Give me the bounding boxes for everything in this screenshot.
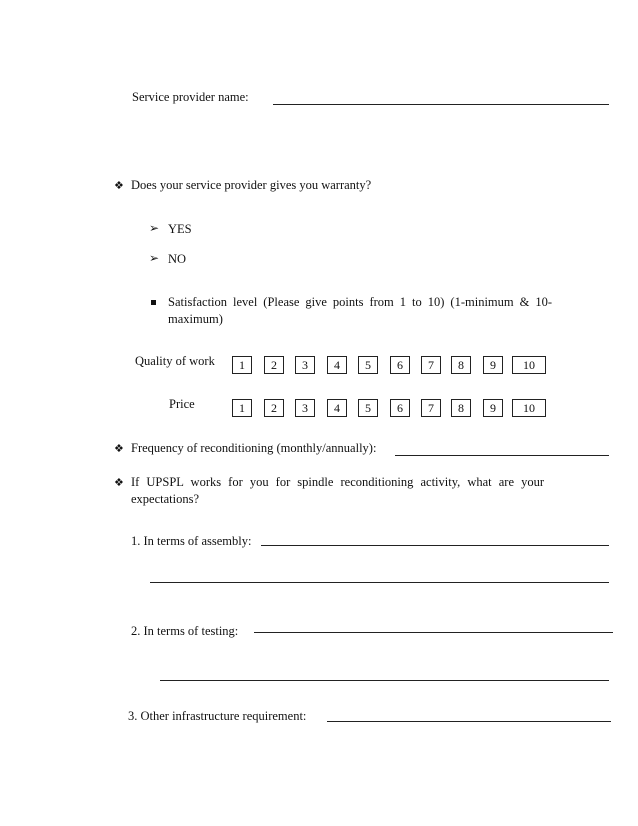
rating-box[interactable]: 5 — [358, 399, 378, 417]
rating-box[interactable]: 3 — [295, 356, 315, 374]
diamond-bullet-icon: ❖ — [114, 476, 124, 489]
expectation-assembly-label: 1. In terms of assembly: — [131, 534, 252, 548]
rating-box[interactable]: 6 — [390, 399, 410, 417]
rating-box[interactable]: 8 — [451, 399, 471, 417]
expectations-question-line2: expectations? — [131, 492, 200, 506]
service-provider-label: Service provider name: — [132, 90, 249, 104]
satisfaction-prompt-line2: maximum) — [168, 312, 223, 326]
rating-box[interactable]: 10 — [512, 356, 546, 374]
rating-label-price: Price — [169, 397, 195, 411]
expectation-testing-label: 2. In terms of testing: — [131, 624, 239, 638]
rating-box[interactable]: 2 — [264, 356, 284, 374]
expectation-infrastructure-label: 3. Other infrastructure requirement: — [128, 709, 307, 723]
rating-box[interactable]: 7 — [421, 399, 441, 417]
satisfaction-prompt-line1: Satisfaction level (Please give points from 1 to 10) (1-minimum & 10- — [168, 295, 552, 309]
expectations-question — [131, 474, 544, 508]
frequency-question: Frequency of reconditioning (monthly/annually): — [131, 441, 377, 455]
rating-box[interactable]: 6 — [390, 356, 410, 374]
rating-box[interactable]: 2 — [264, 399, 284, 417]
rating-box[interactable]: 1 — [232, 356, 252, 374]
rating-box[interactable]: 8 — [451, 356, 471, 374]
diamond-bullet-icon: ❖ — [114, 179, 124, 192]
square-bullet-icon — [151, 300, 156, 305]
testing-input-line-2[interactable] — [160, 680, 609, 681]
rating-box[interactable]: 10 — [512, 399, 546, 417]
rating-label-quality: Quality of work — [135, 354, 215, 368]
frequency-input-line[interactable] — [395, 455, 609, 456]
arrow-bullet-icon: ➢ — [149, 251, 160, 265]
rating-box[interactable]: 9 — [483, 399, 503, 417]
infrastructure-input-line[interactable] — [327, 721, 611, 722]
assembly-input-line-2[interactable] — [150, 582, 609, 583]
satisfaction-prompt — [168, 294, 552, 328]
testing-input-line-1[interactable] — [254, 632, 613, 633]
rating-box[interactable]: 1 — [232, 399, 252, 417]
expectations-question-line1: If UPSPL works for you for spindle reconditioning activity, what are your — [131, 475, 544, 489]
warranty-option-yes[interactable]: YES — [168, 222, 192, 236]
rating-box[interactable]: 4 — [327, 399, 347, 417]
assembly-input-line-1[interactable] — [261, 545, 609, 546]
warranty-option-no[interactable]: NO — [168, 252, 187, 266]
rating-box[interactable]: 3 — [295, 399, 315, 417]
rating-box[interactable]: 9 — [483, 356, 503, 374]
diamond-bullet-icon: ❖ — [114, 442, 124, 455]
rating-box[interactable]: 5 — [358, 356, 378, 374]
rating-box[interactable]: 7 — [421, 356, 441, 374]
warranty-question: Does your service provider gives you warranty? — [131, 178, 372, 192]
rating-box[interactable]: 4 — [327, 356, 347, 374]
service-provider-input-line[interactable] — [273, 104, 609, 105]
arrow-bullet-icon: ➢ — [149, 221, 160, 235]
